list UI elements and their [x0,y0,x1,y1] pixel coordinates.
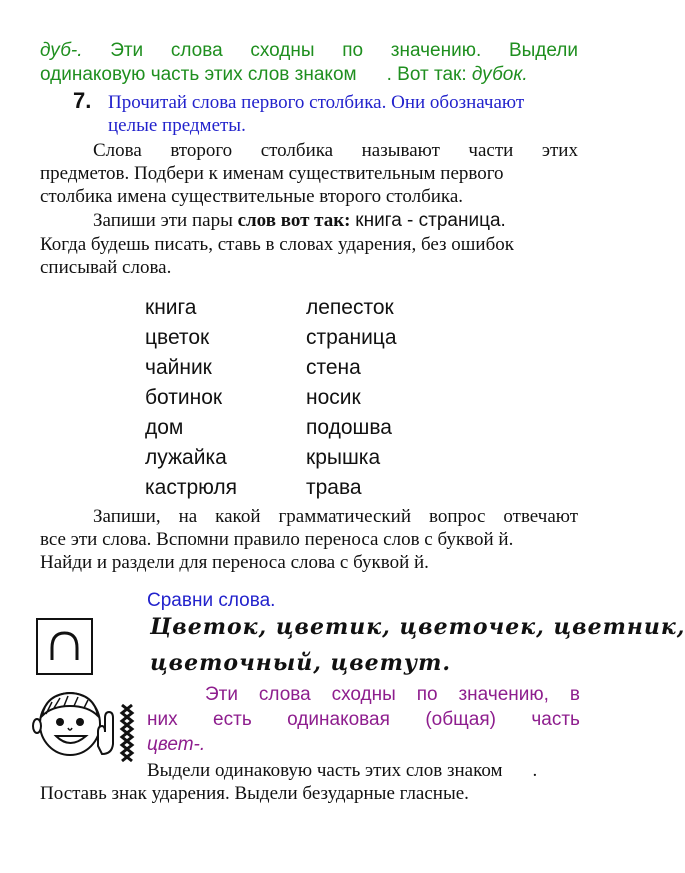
right-word: трава [306,476,362,499]
paragraph-3-line-2: все эти слова. Вспомни правило переноса слов с буквой й. [40,529,514,550]
note-line-1: Эти слова сходны по значению, в [205,684,580,705]
paragraph-3-line-3: Найди и раздели для переноса слова с буквой й. [40,552,429,573]
paragraph-2-line-3: списывай слова. [40,257,172,278]
left-word: цветок [145,326,210,349]
paragraph-2-line-1: Запиши эти пары слов вот так: книга - страница. [93,210,506,231]
paragraph-3-line-1: Запиши, на какой грамматический вопрос отвечают [93,506,578,527]
note-line-3: цвет-. [147,734,206,755]
task-number: 7. [73,88,92,113]
root-example: дуб-. [40,40,83,61]
right-word: страница [306,326,397,349]
root-mark-icon [36,618,93,675]
example-pair: книга - страница. [355,210,506,231]
final-line-2: Поставь знак ударения. Выдели безударные гласные. [40,783,469,804]
final-line-1: Выдели одинаковую часть этих слов знаком . [147,760,538,781]
paragraph-1-line-3: столбика имена существительные второго столбика. [40,186,464,207]
example-word: дубок. [471,64,528,85]
chain-icon [120,703,134,763]
left-word: дом [145,416,184,439]
right-word: подошва [306,416,392,439]
top-line-1: дуб-. Эти слова сходны по значению. Выдели [40,40,578,61]
left-word: ботинок [145,386,223,409]
paragraph-1-line-2: предметов. Подбери к именам существительным первого [40,163,504,184]
task-instruction-2: целые предметы. [108,115,246,136]
boy-pointing-icon [32,688,120,760]
compare-title: Сравни слова. [147,590,276,611]
left-word: кастрюля [145,476,238,499]
left-word: чайник [145,356,212,379]
task-instruction-1: Прочитай слова первого столбика. Они обозначают [108,92,525,113]
right-word: крышка [306,446,381,469]
cursive-line-1: Цветок, цветик, цветочек, цветник, [150,614,685,640]
left-word: книга [145,296,197,319]
note-line-2: них есть одинаковая (общая) часть [147,709,580,730]
right-word: стена [306,356,361,379]
cursive-line-2: цветочный, цветут. [150,650,452,676]
paragraph-1-line-1: Слова второго столбика называют части этих [93,140,578,161]
right-word: лепесток [306,296,394,319]
paragraph-2-line-2: Когда будешь писать, ставь в словах ударения, без ошибок [40,234,514,255]
right-word: носик [306,386,361,409]
top-line-2: одинаковую часть этих слов знаком . Вот так: дубок. [40,64,528,85]
left-word: лужайка [145,446,227,469]
